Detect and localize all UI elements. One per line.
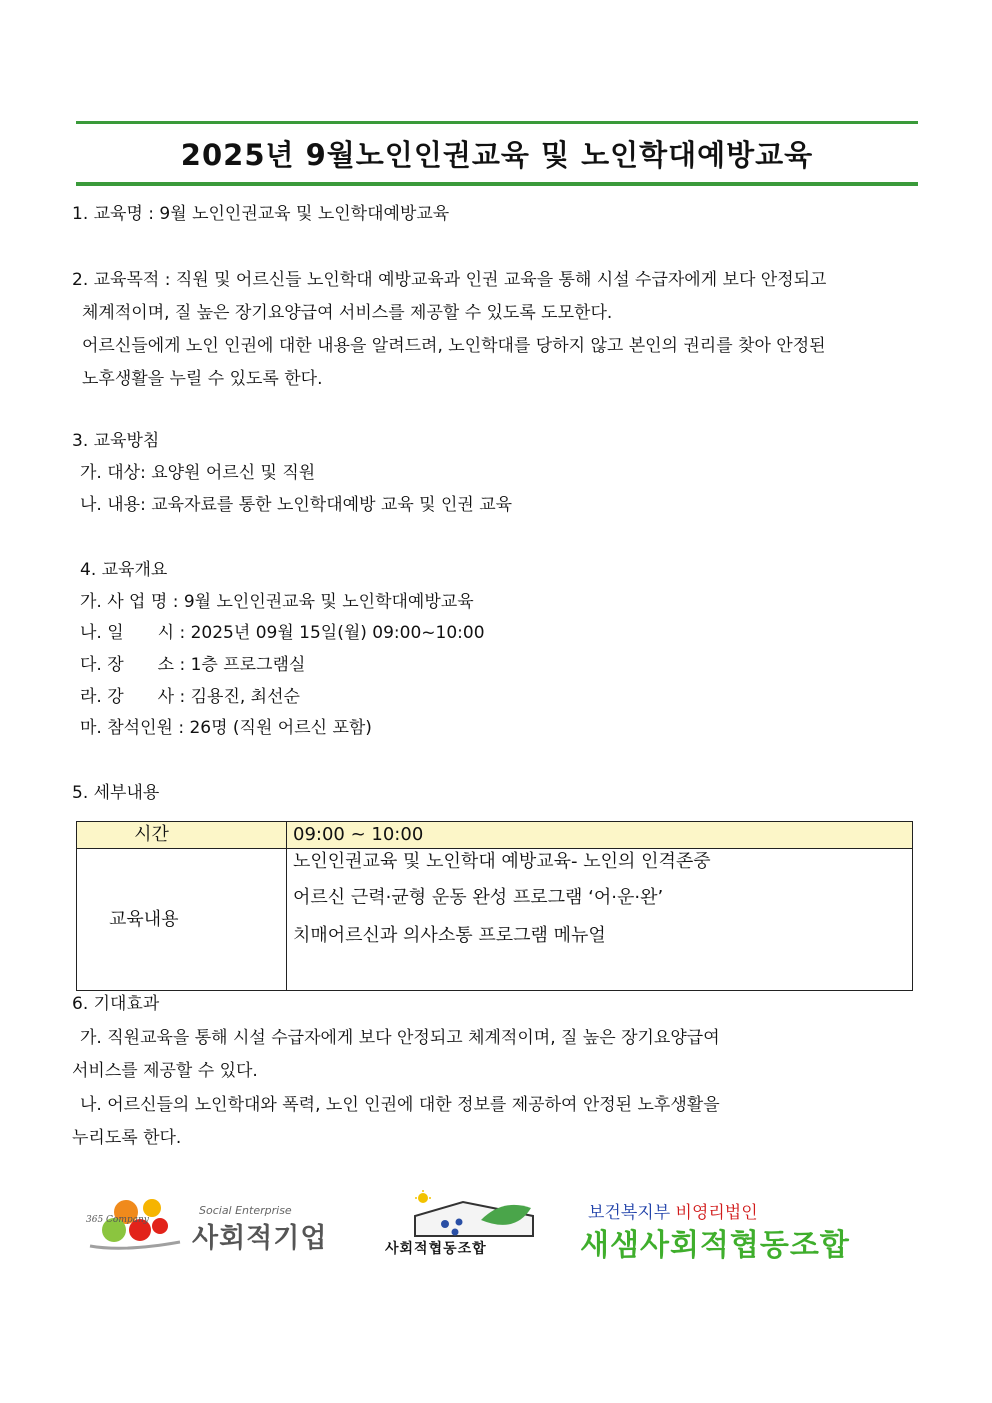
section-4-item-datetime: 나. 일 시 : 2025년 09월 15일(월) 09:00~10:00 — [80, 623, 485, 643]
social-enterprise-en: Social Enterprise — [199, 1204, 292, 1217]
coop-logo — [383, 1190, 563, 1260]
content-item: 어르신 근력·균형 운동 완성 프로그램 ‘어·운·완’ — [293, 887, 664, 908]
org-nonprofit: 비영리법인 — [675, 1203, 758, 1223]
social-enterprise-mark-icon — [84, 1190, 188, 1254]
house-leaf-icon — [383, 1190, 563, 1238]
social-enterprise-logo — [84, 1190, 364, 1256]
section-3-item-target: 가. 대상: 요양원 어르신 및 직원 — [80, 463, 316, 483]
section-2-line-2: 체계적이며, 질 높은 장기요양급여 서비스를 제공할 수 있도록 도모한다. — [82, 303, 613, 323]
content-list — [287, 849, 912, 955]
section-4-item-place: 다. 장 소 : 1층 프로그램실 — [80, 655, 306, 675]
time-value: 09:00 ~ 10:00 — [293, 824, 424, 845]
time-label-cell — [77, 822, 287, 849]
saesaem-org-logo — [580, 1194, 880, 1263]
section-3-item-content: 나. 내용: 교육자료를 통한 노인학대예방 교육 및 인권 교육 — [80, 495, 513, 515]
section-4-item-attendees: 마. 참석인원 : 26명 (직원 어르신 포함) — [80, 718, 372, 738]
time-label: 시간 — [134, 824, 169, 845]
section-6-line-3: 나. 어르신들의 노인학대와 폭력, 노인 인권에 대한 정보를 제공하여 안정된 노후생활을 — [80, 1095, 720, 1115]
content-item: 노인인권교육 및 노인학대 예방교육- 노인의 인격존중 — [293, 851, 711, 872]
table-header-row — [77, 822, 913, 849]
logo-365-text: 365 Company — [86, 1215, 149, 1225]
document-title: 2025년 9월노인인권교육 및 노인학대예방교육 — [180, 137, 814, 172]
coop-logo-name: 사회적협동조합 — [385, 1241, 487, 1257]
section-4-heading: 4. 교육개요 — [80, 560, 168, 580]
section-5-heading: 5. 세부내용 — [72, 783, 160, 803]
table-content-row — [77, 849, 913, 991]
section-1-course-name: 1. 교육명 : 9월 노인인권교육 및 노인학대예방교육 — [72, 204, 450, 224]
content-item: 치매어르신과 의사소통 프로그램 메뉴얼 — [293, 925, 606, 946]
section-6-heading: 6. 기대효과 — [72, 994, 160, 1014]
section-2-line-3: 어르신들에게 노인 인권에 대한 내용을 알려드려, 노인학대를 당하지 않고 본인의 권리를 찾아 안정된 — [82, 336, 826, 356]
content-label: 교육내용 — [109, 908, 179, 930]
social-enterprise-ko: 사회적기업 — [192, 1223, 328, 1254]
section-6-line-1: 가. 직원교육을 통해 시설 수급자에게 보다 안정되고 체계적이며, 질 높은 장기요양급여 — [80, 1028, 720, 1048]
org-ministry: 보건복지부 — [588, 1203, 671, 1223]
time-value-cell — [287, 822, 913, 849]
section-2-line-1: 2. 교육목적 : 직원 및 어르신들 노인학대 예방교육과 인권 교육을 통해 시설 수급자에게 보다 안정되고 — [72, 270, 827, 290]
content-label-cell — [77, 849, 287, 991]
title-box — [76, 121, 918, 186]
detail-table — [76, 821, 913, 991]
org-name: 새샘사회적협동조합 — [580, 1228, 850, 1263]
content-items-cell — [287, 849, 913, 991]
section-6-line-2: 서비스를 제공할 수 있다. — [72, 1061, 258, 1081]
section-6-line-4: 누리도록 한다. — [72, 1128, 182, 1148]
section-4-item-program: 가. 사 업 명 : 9월 노인인권교육 및 노인학대예방교육 — [80, 592, 474, 612]
section-2-line-4: 노후생활을 누릴 수 있도록 한다. — [82, 369, 323, 389]
footer-logos — [0, 1190, 992, 1263]
section-3-heading: 3. 교육방침 — [72, 431, 160, 451]
section-4-item-instructor: 라. 강 사 : 김용진, 최선순 — [80, 687, 300, 707]
